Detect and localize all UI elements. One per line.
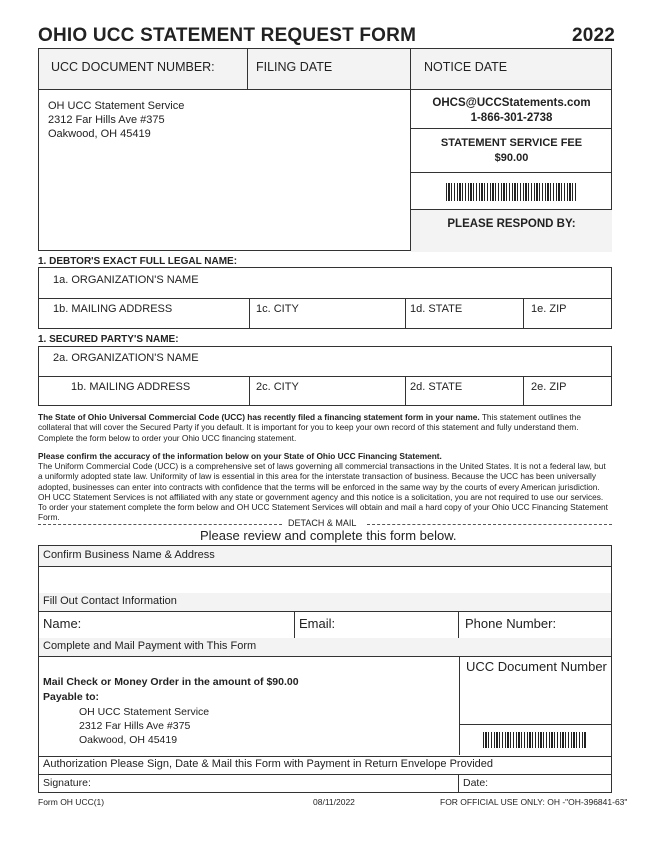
confirm-business-row <box>39 546 611 567</box>
debtor-city-label: 1c. CITY <box>256 303 299 315</box>
debtor-address-row <box>39 298 611 328</box>
secured-address-label: 1b. MAILING ADDRESS <box>71 381 191 393</box>
business-address-field[interactable] <box>39 566 611 594</box>
respond-cell <box>411 209 612 252</box>
divider <box>411 128 612 129</box>
fee-amount: $90.00 <box>494 152 529 164</box>
authorization-row <box>39 756 611 775</box>
payable-label: Payable to: <box>43 691 100 703</box>
debtor-org-label: 1a. ORGANIZATION'S NAME <box>53 274 199 286</box>
secured-state-label: 2d. STATE <box>410 381 463 393</box>
footer-form-id: Form OH UCC(1) <box>38 797 105 807</box>
sender-city: Oakwood, OH 45419 <box>48 128 151 140</box>
review-instruction: Please review and complete this form below. <box>200 528 457 543</box>
form-title: OHIO UCC STATEMENT REQUEST FORM <box>38 25 417 46</box>
notice-date-label: NOTICE DATE <box>424 60 508 74</box>
column-divider <box>459 656 460 755</box>
payment-details <box>39 656 611 757</box>
secured-state-cell[interactable] <box>406 376 524 405</box>
debtor-table <box>38 267 612 329</box>
top-row <box>39 49 611 90</box>
footer-official: FOR OFFICIAL USE ONLY: OH -"OH-396841-63" <box>440 797 628 807</box>
footer-date: 08/11/2022 <box>313 797 355 807</box>
contact-block <box>411 96 612 126</box>
signature-row <box>39 774 611 792</box>
payable-street: 2312 Far Hills Ave #375 <box>79 720 191 732</box>
payable-name: OH UCC Statement Service <box>79 706 210 718</box>
secured-address-cell[interactable] <box>39 376 250 405</box>
date-label[interactable]: Date: <box>463 777 489 789</box>
debtor-address-cell[interactable] <box>39 298 250 328</box>
debtor-state-label: 1d. STATE <box>410 303 463 315</box>
doc-number-label: UCC DOCUMENT NUMBER: <box>51 60 215 74</box>
debtor-state-cell[interactable] <box>406 298 524 328</box>
detach-line-right <box>367 524 612 525</box>
filing-date-label: FILING DATE <box>256 60 333 74</box>
contact-info-row <box>39 593 611 612</box>
signature-label: Signature: <box>43 777 91 789</box>
secured-table <box>38 346 612 406</box>
debtor-address-label: 1b. MAILING ADDRESS <box>53 303 173 315</box>
email-label: Email: <box>299 616 336 631</box>
secured-city-label: 2c. CITY <box>256 381 299 393</box>
secured-zip-label[interactable]: 2e. ZIP <box>531 381 567 393</box>
notice-intro <box>38 412 612 443</box>
detach-line-left <box>38 524 282 525</box>
respond-label: PLEASE RESPOND BY: <box>447 218 576 230</box>
confirm-business-label: Confirm Business Name & Address <box>43 549 215 561</box>
notice-body: The Uniform Commercial Code (UCC) is a comprehensive set of laws governing all commercial transactions in the United States. It is not a federal law, but a uniformly adopted state law. Uniformity of law is essential in this area for the interstate transaction of business. Because the UCC has been universally adopted, businesses can enter into contracts with confidence that the terms will be enforced in the same way by the courts of every American jurisdiction. OH UCC Statement Services is not affiliated with any state or government agency and this notice is a solicitation, you are not required to use our services. To order your statement complete the form below and OH UCC Statement Services will obtain and mail a hard copy of your Ohio UCC Financing Statement Form. <box>38 461 608 523</box>
payable-city: Oakwood, OH 45419 <box>79 734 178 746</box>
debtor-zip-label[interactable]: 1e. ZIP <box>531 303 567 315</box>
secured-address-row <box>39 376 611 405</box>
signature-field[interactable] <box>39 774 459 792</box>
debtor-city-cell[interactable] <box>250 298 406 328</box>
doc-number-box-label: UCC Document Number <box>466 659 607 674</box>
fee-label: STATEMENT SERVICE FEE <box>440 137 583 149</box>
sender-name: OH UCC Statement Service <box>48 100 185 112</box>
barcode-icon <box>483 732 587 748</box>
sender-street: 2312 Far Hills Ave #375 <box>48 114 165 126</box>
secured-heading: 1. SECURED PARTY'S NAME: <box>38 334 179 345</box>
phone-label[interactable]: Phone Number: <box>465 616 557 631</box>
header-info-block <box>38 48 612 251</box>
authorization-label: Authorization Please Sign, Date & Mail this Form with Payment in Return Envelope Provided <box>43 758 493 770</box>
sender-address <box>48 99 184 141</box>
contact-fields-row <box>39 611 611 639</box>
divider <box>411 172 612 173</box>
secured-org-label: 2a. ORGANIZATION'S NAME <box>53 352 199 364</box>
doc-number-cell <box>39 49 248 89</box>
check-line: Mail Check or Money Order in the amount of $90.00 <box>43 676 299 688</box>
contact-email: OHCS@UCCStatements.com <box>432 97 591 109</box>
name-field[interactable] <box>39 611 295 638</box>
contact-info-label: Fill Out Contact Information <box>43 595 177 607</box>
notice-intro-bold: The State of Ohio Universal Commercial Code (UCC) has recently filed a financing statement form in your name. <box>38 412 480 422</box>
notice-intro-rest: This statement outlines the collateral that will cover the Secured Party if you default. It is important for you to keep your own record of this statement and fully understand them. Complete the form below to order your Ohio UCC financing statement. <box>38 412 581 443</box>
payment-label: Complete and Mail Payment with This Form <box>43 640 257 652</box>
barcode-icon <box>446 183 578 201</box>
debtor-heading: 1. DEBTOR'S EXACT FULL LEGAL NAME: <box>38 256 238 267</box>
payment-row <box>39 638 611 657</box>
order-form <box>38 545 612 793</box>
contact-phone: 1-866-301-2738 <box>470 112 553 124</box>
fee-block <box>411 136 612 166</box>
confirm-heading: Please confirm the accuracy of the information below on your State of Ohio UCC Financing Statement. <box>38 451 442 461</box>
name-label: Name: <box>43 616 82 631</box>
filing-date-cell <box>248 49 411 89</box>
payable-address <box>79 705 209 747</box>
secured-city-cell[interactable] <box>250 376 406 405</box>
debtor-org-row[interactable] <box>39 268 611 299</box>
form-year: 2022 <box>572 25 616 46</box>
divider <box>459 724 611 725</box>
secured-org-row[interactable] <box>39 347 611 377</box>
detach-label: DETACH & MAIL <box>288 518 357 528</box>
email-field[interactable] <box>295 611 459 638</box>
